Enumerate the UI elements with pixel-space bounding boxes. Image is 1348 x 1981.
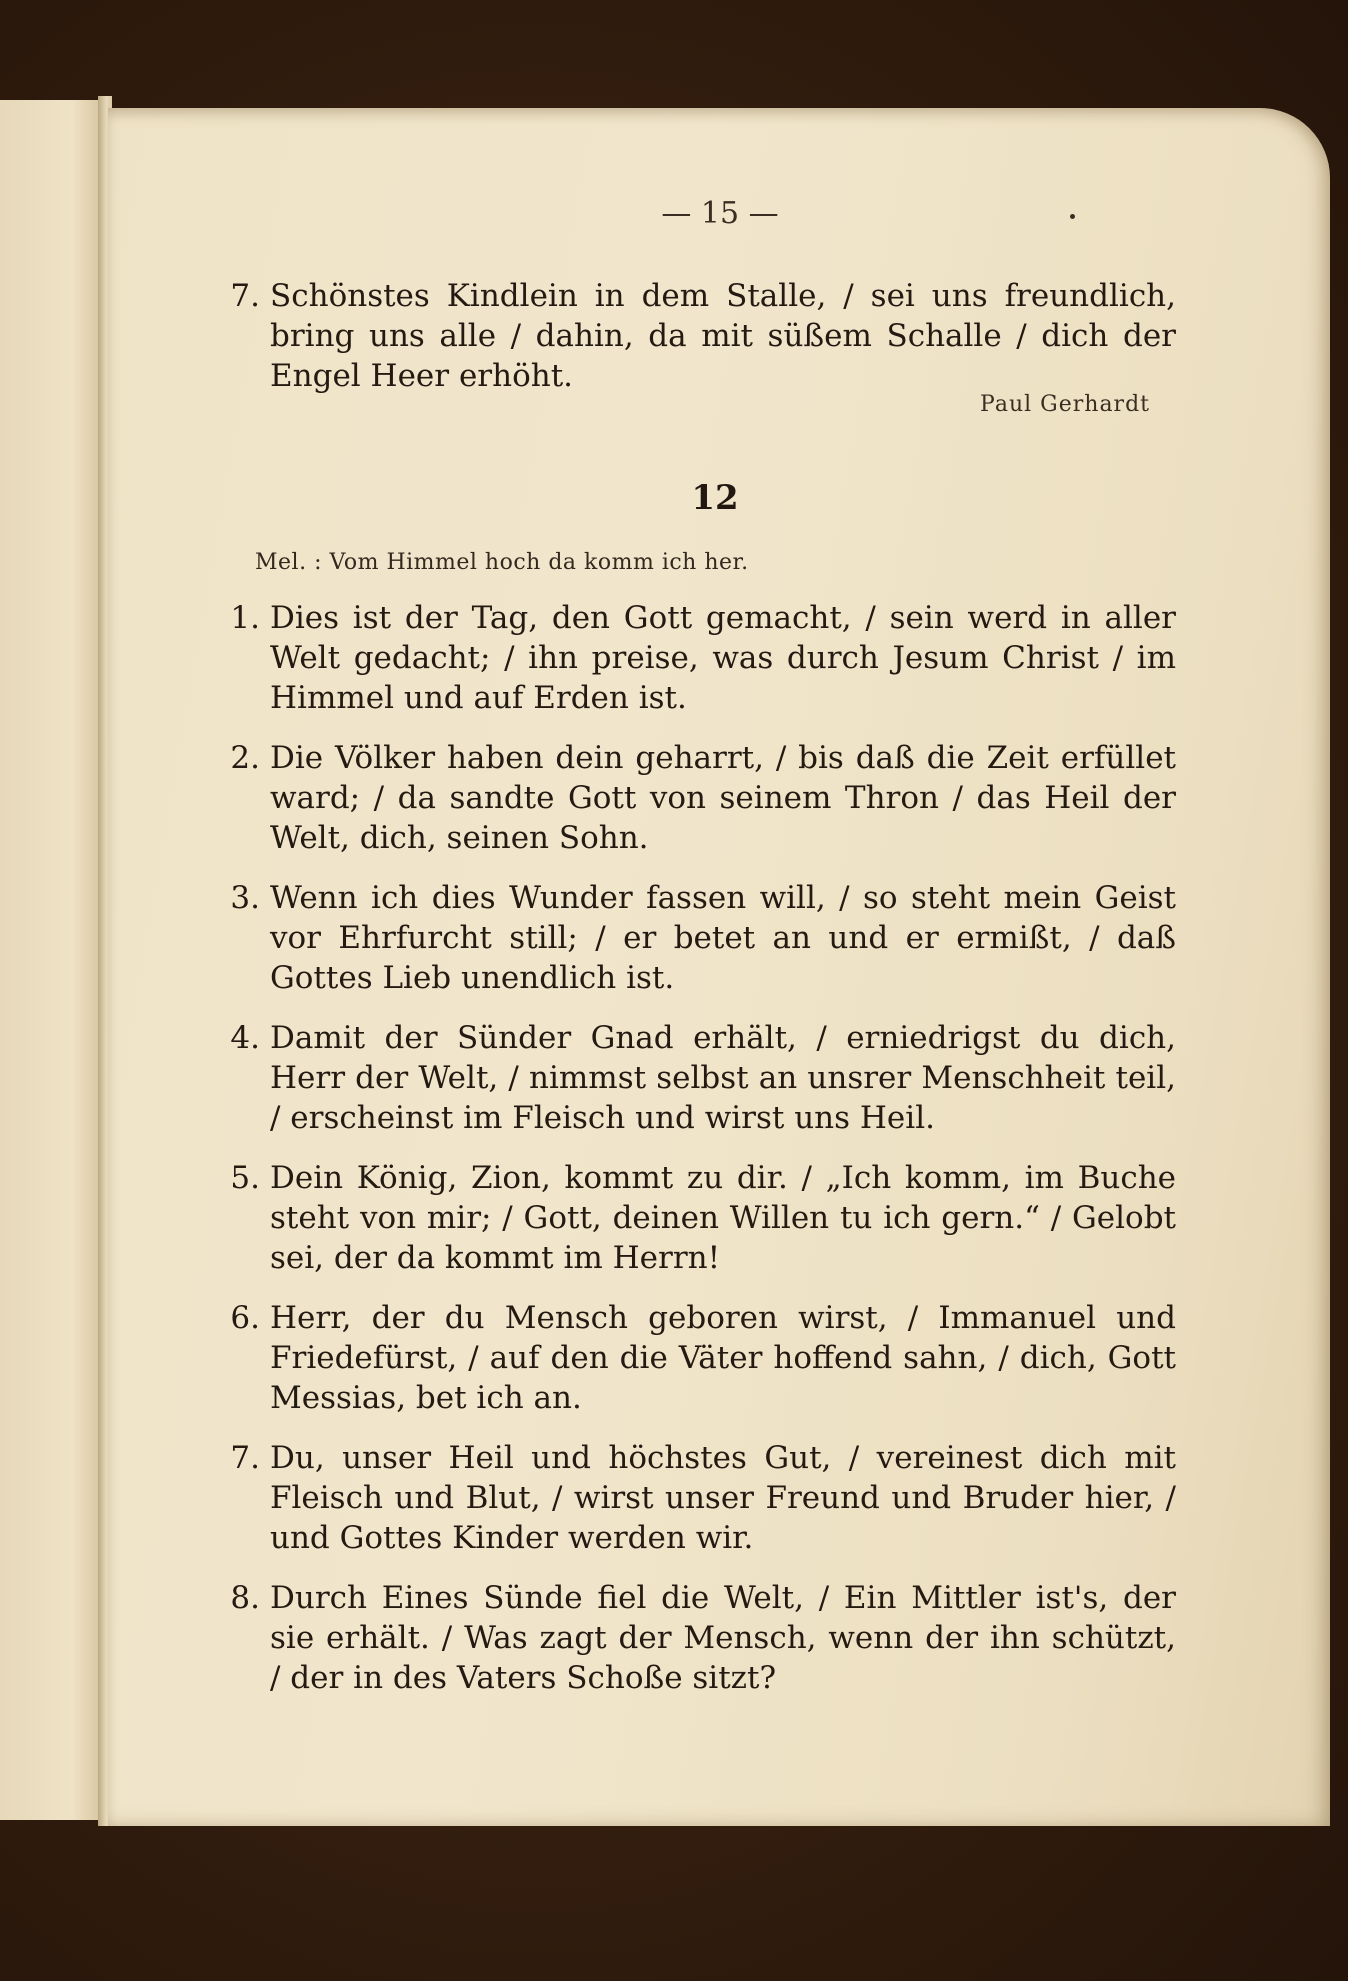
stanza-text: Herr, der du Mensch geboren wirst, / Immanuel und Friedefürst, / auf den die Väter hoffend sahn, / dich, Gott Messias, bet ich an. <box>270 1300 1176 1416</box>
stanza-number: 4. <box>230 1020 260 1056</box>
melody-line: Mel. : Vom Himmel hoch da komm ich her. <box>255 550 749 575</box>
stanza-5 <box>230 1158 1176 1278</box>
stanza-number: 8. <box>230 1580 260 1616</box>
stanza-text: Schönstes Kindlein in dem Stalle, / sei uns freundlich, bring uns alle / dahin, da mit süßem Schalle / dich der Engel Heer erhöht. <box>270 278 1176 394</box>
stanza-text: Durch Eines Sünde fiel die Welt, / Ein Mittler ist's, der sie erhält. / Was zagt der Mensch, wenn der ihn schützt, / der in des Vaters Schoße sitzt? <box>270 1580 1176 1696</box>
stanza-number: 6. <box>230 1300 260 1336</box>
stanza-number: 5. <box>230 1160 260 1196</box>
stanza-7 <box>230 1438 1176 1558</box>
stanza-8 <box>230 1578 1176 1698</box>
stanza-3 <box>230 878 1176 998</box>
hymn-number: 12 <box>691 478 739 518</box>
stanza-number: 7. <box>230 278 260 314</box>
stanza-6 <box>230 1298 1176 1418</box>
stanza-text: Die Völker haben dein geharrt, / bis daß die Zeit erfüllet ward; / da sandte Gott von seinem Thron / das Heil der Welt, dich, seinen Sohn. <box>270 740 1176 856</box>
left-page-edge <box>0 100 104 1820</box>
stanza-4 <box>230 1018 1176 1138</box>
stanza-text: Du, unser Heil und höchstes Gut, / vereinest dich mit Fleisch und Blut, / wirst unser Freund und Bruder hier, / und Gottes Kinder werden wir. <box>270 1440 1176 1556</box>
author-attribution: Paul Gerhardt <box>980 392 1150 417</box>
stanza-text: Damit der Sünder Gnad erhält, / erniedrigst du dich, Herr der Welt, / nimmst selbst an unsrer Menschheit teil, / erscheinst im Fleisch und wirst uns Heil. <box>270 1020 1176 1136</box>
previous-hymn-stanza <box>230 276 1176 396</box>
stanza-text: Dies ist der Tag, den Gott gemacht, / sein werd in aller Welt gedacht; / ihn preise, was durch Jesum Christ / im Himmel und auf Erden ist. <box>270 600 1176 716</box>
stanza-text: Wenn ich dies Wunder fassen will, / so steht mein Geist vor Ehrfurcht still; / er betet an und er ermißt, / daß Gottes Lieb unendlich ist. <box>270 880 1176 996</box>
stanza-number: 1. <box>230 600 260 636</box>
stanza-1 <box>230 598 1176 718</box>
ink-dot <box>1070 214 1075 219</box>
stanza-number: 3. <box>230 880 260 916</box>
stanza-number: 2. <box>230 740 260 776</box>
stanza-2 <box>230 738 1176 858</box>
page-number: — 15 — <box>661 196 779 231</box>
stanza-text: Dein König, Zion, kommt zu dir. / „Ich komm, im Buche steht von mir; / Gott, deinen Willen tu ich gern.“ / Gelobt sei, der da kommt im Herrn! <box>270 1160 1176 1276</box>
stanza-number: 7. <box>230 1440 260 1476</box>
